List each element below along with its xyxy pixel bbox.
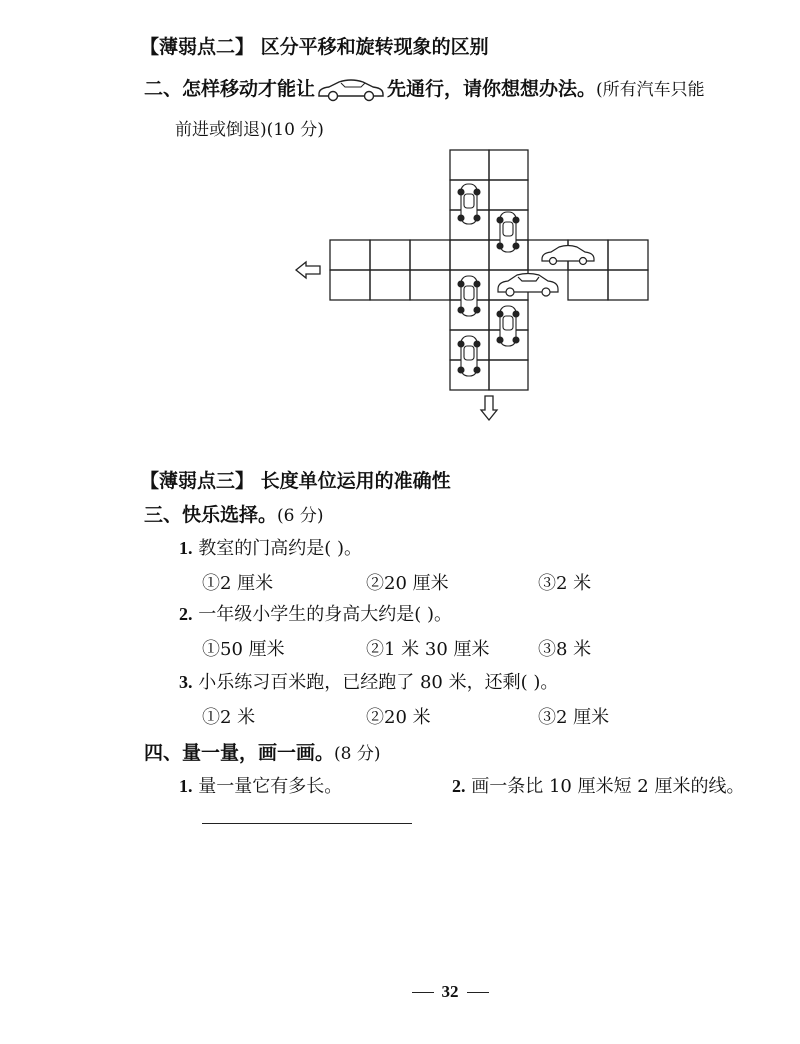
- section4-item-1-text: 量一量它有多长。: [198, 776, 343, 797]
- section4-score: (8 分): [334, 744, 381, 764]
- question-2: [179, 600, 452, 626]
- question-1-option-b[interactable]: ②20 厘米: [366, 573, 449, 594]
- question-3-option-b[interactable]: ②20 米: [366, 707, 431, 728]
- section4-item-2-text: 画一条比 10 厘米短 2 厘米的线。: [471, 776, 745, 797]
- question-2-option-a[interactable]: ①50 厘米: [202, 639, 285, 660]
- section4-item-2-number: 2.: [452, 776, 466, 796]
- down-arrow-icon: [481, 396, 497, 420]
- question-1-text: 教室的门高约是( )。: [198, 538, 363, 559]
- question-note-line2: 前进或倒退)(10 分): [175, 120, 324, 140]
- question-2-number: 2.: [179, 604, 193, 624]
- question-2-option-c[interactable]: ③8 米: [538, 639, 592, 660]
- question-2-text: 一年级小学生的身高大约是( )。: [198, 604, 452, 625]
- question-1-option-a[interactable]: ①2 厘米: [202, 573, 274, 594]
- question-text-before: 二、怎样移动才能让: [144, 78, 316, 100]
- question-1: [179, 534, 362, 560]
- left-arrow-icon: [296, 262, 320, 278]
- question-3-option-c[interactable]: ③2 厘米: [538, 707, 610, 728]
- horizontal-car-icons: [498, 246, 594, 297]
- section3-title-text: 三、快乐选择。: [144, 504, 278, 526]
- question-3: [179, 668, 558, 694]
- section4-title-text: 四、量一量，画一画。: [144, 742, 335, 764]
- section4-item-2: [452, 772, 744, 798]
- question-1-number: 1.: [179, 538, 193, 558]
- footer-dash-left: [412, 992, 434, 993]
- section4-item-1-number: 1.: [179, 776, 193, 796]
- question-3-option-a[interactable]: ①2 米: [202, 707, 256, 728]
- section4-item-1: [179, 772, 342, 798]
- section3-score: (6 分): [277, 506, 324, 526]
- question-3-number: 3.: [179, 672, 193, 692]
- section2-heading: 【薄弱点二】 区分平移和旋转现象的区别: [140, 36, 489, 58]
- measure-line-segment: [202, 823, 412, 824]
- footer-dash-right: [467, 992, 489, 993]
- question-2-option-b[interactable]: ②1 米 30 厘米: [366, 639, 490, 660]
- question-text-after: 先通行，请你想想办法。: [387, 78, 597, 100]
- section4-title: [144, 738, 381, 765]
- section3-title: [144, 500, 324, 527]
- question-note: (所有汽车只能: [596, 80, 705, 100]
- page-number: 32: [441, 982, 459, 1001]
- page-footer: [390, 982, 510, 1002]
- question-3-text: 小乐练习百米跑，已经跑了 80 米，还剩( )。: [198, 672, 559, 693]
- section3-heading: 【薄弱点三】 长度单位运用的准确性: [140, 470, 451, 492]
- question-1-option-c[interactable]: ③2 米: [538, 573, 592, 594]
